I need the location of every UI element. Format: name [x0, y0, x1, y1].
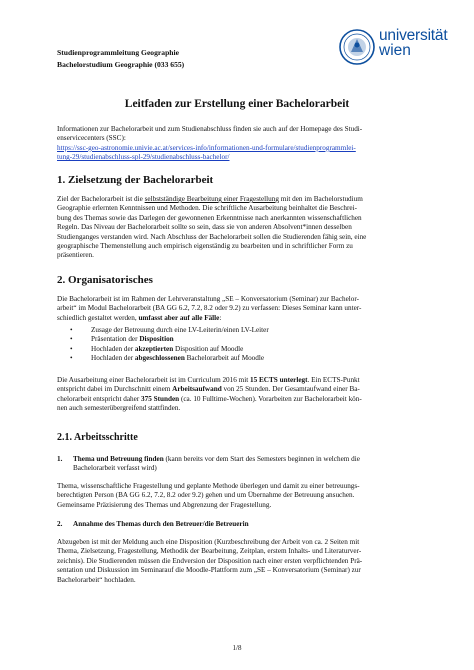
header-line-1: Studienprogrammleitung Geographie: [57, 48, 179, 57]
list-item: • Hochladen der abgeschlossenen Bachelorarbeit auf Moodle: [70, 354, 265, 363]
s1-line-5: Studienganges verstanden wird. Nach Abschluss der Bachelorarbeit sollen die Studierenden fähig sein, eine: [57, 232, 367, 241]
s2-line-3: schiedlich gestaltet werden, umfasst aber auf alle Fälle:: [57, 313, 222, 322]
ects-line-4: nen auch semesterübergreifend stattfinden.: [57, 404, 181, 413]
ssc-homepage-link[interactable]: https://ssc-geo-astronomie.univie.ac.at/services-info/informationen-und-formulare/studienprogrammlei-: [57, 143, 356, 152]
step-1-body: [57, 482, 422, 510]
ects-line-3: chelorarbeit entspricht daher 375 Stunden (ca. 10 Fulltime-Wochen). Vorarbeiten zur Bachelorarbeit kön-: [57, 394, 362, 403]
header-line-2: Bachelorstudium Geographie (033 655): [57, 60, 185, 69]
bullet-icon: •: [70, 326, 73, 334]
logo-wordmark-line-2: wien: [379, 42, 411, 59]
list-item: • Präsentation der Disposition: [70, 335, 174, 344]
step-2: [57, 520, 422, 529]
step-2-body: [57, 538, 422, 585]
step-1-line-3: Gemeinsame Präzisierung des Themas und Abgrenzung der Fragestellung.: [57, 500, 272, 509]
university-seal-icon: [338, 28, 376, 66]
document-title: Leitfaden zur Erstellung einer Bachelorarbeit: [124, 98, 350, 110]
bullet-icon: •: [70, 344, 73, 353]
section-2-1-heading: 2.1. Arbeitsschritte: [57, 432, 138, 443]
step-2-line-4: sentation und Diskussion im Seminarauf die Moodle-Plattform zum „SE – Konversatorium (Seminar) zur: [57, 566, 361, 575]
s2-line-1: Die Bachelorarbeit ist im Rahmen der Lehrveranstaltung „SE – Konversatorium (Seminar) zur Bachelor-: [57, 295, 360, 303]
section-1-heading: 1. Zielsetzung der Bachelorarbeit: [57, 174, 214, 186]
section-2-body: [57, 295, 422, 323]
step-2-item: 2. Annahme des Themas durch den Betreuer/die Betreuerin: [57, 520, 249, 528]
requirements-list: [57, 326, 422, 364]
step-2-line-1: Abzugeben ist mit der Meldung auch eine Disposition (Kurzbeschreibung der Arbeit von ca. 2 Seiten mit: [57, 538, 360, 546]
logo-wordmark-line-1: universität: [379, 27, 448, 44]
s1-line-3: bung des Themas sowie das Darlegen der gewonnenen Erkenntnisse nach anerkannten wissenschaftlichen: [57, 213, 362, 222]
s1-line-7: präsentieren.: [57, 251, 94, 260]
step-1-item: 1. Thema und Betreuung finden (kann bereits vor dem Start des Semesters beginnen in welchem die Bachelorarbeit verfasst wird): [57, 455, 360, 473]
intro-paragraph: [57, 125, 422, 163]
intro-text-line-1: Informationen zur Bachelorarbeit und zum Studienabschluss finden sie auch auf der Homepage des Studi-: [57, 125, 363, 133]
bullet-icon: •: [70, 354, 73, 363]
list-item: • Zusage der Betreuung durch eine LV-Leiterin/einen LV-Leiter: [70, 326, 269, 334]
step-1-line-1: Thema, wissenschaftliche Fragestellung und geplante Methode überlegen und damit zu einer betreuungs-: [57, 482, 360, 490]
s1-line-6: geographische Themenstellung auch empirisch eigenständig zu bearbeiten und in schriftlicher Form zu: [57, 242, 353, 251]
ects-paragraph: [57, 376, 422, 414]
step-2-line-2: Thema, Zielsetzung, Fragestellung, Methodik der Bearbeitung, Zeitplan, erstem Inhalts- und Literaturver-: [57, 547, 362, 556]
step-1: [57, 455, 422, 474]
ects-line-1: Die Ausarbeitung einer Bachelorarbeit ist im Curriculum 2016 mit 15 ECTS unterlegt. Ein ECTS-Punkt: [57, 376, 360, 384]
ssc-homepage-link-cont[interactable]: tung-29/studienabschluss-spl-29/studienabschluss-bachelor/: [57, 153, 230, 162]
header-institution: [57, 47, 184, 71]
logo-wordmark: [379, 28, 447, 58]
intro-text-line-2: enservicecenters (SSC):: [57, 134, 126, 143]
s1-line-2: Geographie erlernten Kenntnissen und Methoden. Die schriftliche Ausarbeitung beinhaltet die Beschrei-: [57, 204, 357, 213]
s1-line-4: Regeln. Das Niveau der Bachelorarbeit sollte so sein, dass sie von anderen Absolvent*innen desselben: [57, 223, 352, 232]
ects-line-2: entspricht dabei im Durchschnitt einem Arbeitsaufwand von 25 Stunden. Der Gesamtaufwand einer Ba-: [57, 385, 360, 394]
s1-underlined-phrase: selbstständige Bearbeitung einer Fragestellung: [144, 195, 279, 203]
step-1-line-2: berechtigten Person (BA GG 6.2, 7.2, 8.2 oder 9.2) gehen und um Übernahme der Betreuung ansuchen.: [57, 491, 355, 500]
step-1-number: 1.: [57, 455, 63, 463]
s1-line-1: Ziel der Bachelorarbeit ist die selbstständige Bearbeitung einer Fragestellung mit den im Bachelorstudium: [57, 195, 363, 203]
section-1-body: [57, 195, 422, 261]
s2-line-2: arbeit“ im Modul Bachelorarbeit (BA GG 6.2, 7.2, 8.2 oder 9.2) zu verfassen: Dieses Seminar kann unter-: [57, 304, 362, 313]
step-2-number: 2.: [57, 520, 63, 528]
university-logo: [338, 28, 448, 72]
step-2-line-3: zeichnis). Die Studierenden müssen die Endversion der Disposition nach einer ersten verpflichtenden Prä-: [57, 556, 363, 565]
page-number: 1/8: [232, 644, 242, 652]
bullet-icon: •: [70, 335, 73, 344]
list-item: • Hochladen der akzeptierten Disposition auf Moodle: [70, 344, 244, 353]
step-2-line-5: Bachelorarbeit“ hochladen.: [57, 575, 136, 584]
section-2-heading: 2. Organisatorisches: [57, 274, 153, 286]
